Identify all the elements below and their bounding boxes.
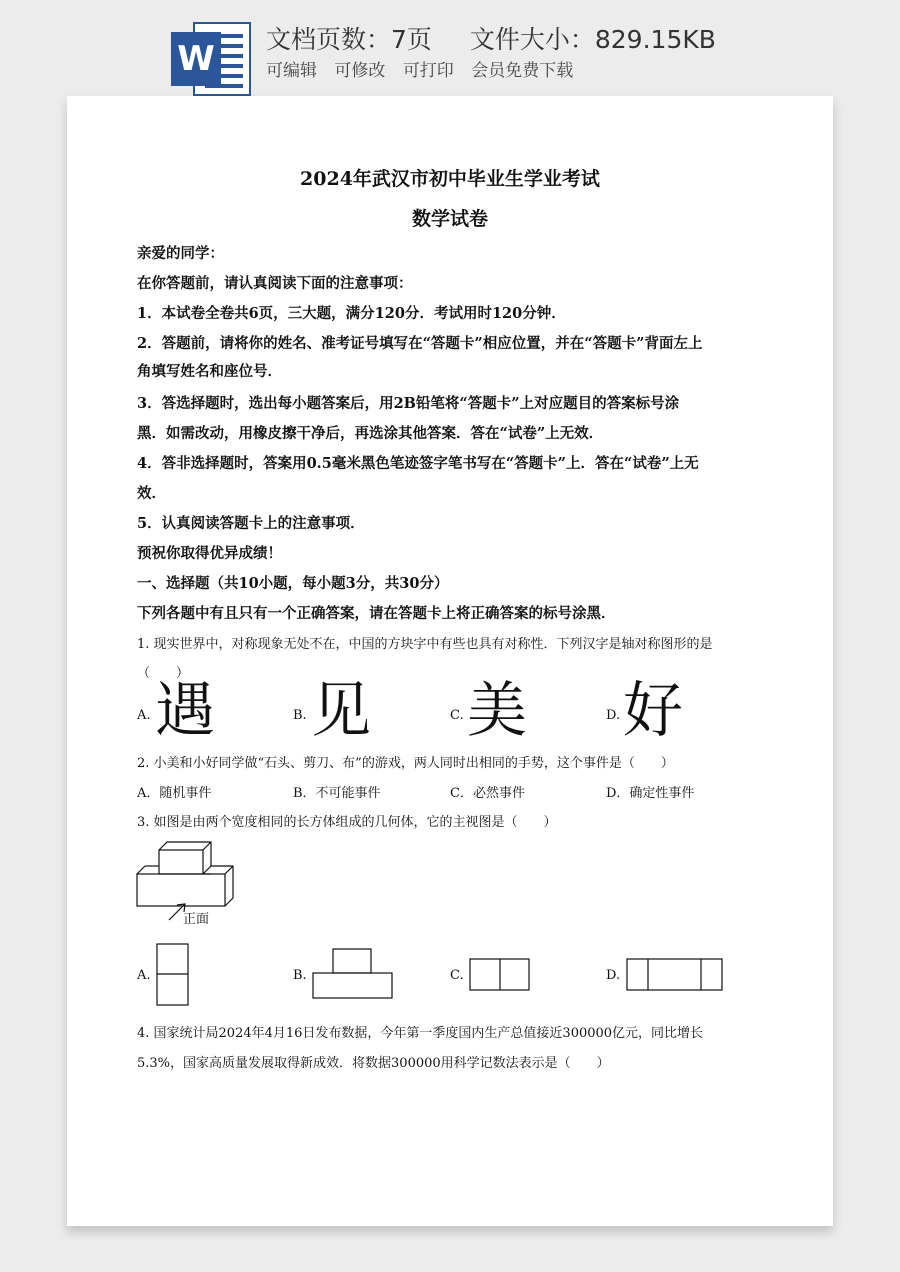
question-4-text: 4. 国家统计局2024年4月16日发布数据，今年第一季度国内生产总值接近300000亿元，同比增长	[137, 1026, 704, 1041]
word-icon-letter: W	[171, 32, 221, 86]
word-doc-icon	[171, 22, 251, 96]
notice-2-line2: 角填写姓名和座位号．	[137, 363, 282, 380]
feature-modifiable: 可修改	[334, 61, 386, 81]
feature-printable: 可打印	[402, 61, 454, 81]
question-1-bracket: （ ）	[137, 666, 190, 681]
section-1-instruction: 下列各题中有且只有一个正确答案，请在答题卡上将正确答案的标号涂黑．	[137, 605, 616, 622]
page-count: 文档页数：7页	[266, 25, 432, 54]
notice-4-line2: 效．	[137, 485, 166, 502]
question-3-text: 3. 如图是由两个宽度相同的长方体组成的几何体，它的主视图是（ ）	[137, 815, 557, 830]
q3-option-d-label: D.	[606, 968, 621, 983]
section-1-heading: 一、选择题（共10小题，每小题3分，共30分）	[137, 575, 449, 592]
question-4-text-line2: 5.3%，国家高质量发展取得新成效．将数据300000用科学记数法表示是（ ）	[137, 1056, 610, 1071]
feature-editable: 可编辑	[266, 61, 317, 81]
q1-option-a-label: A.	[137, 708, 151, 723]
notice-3-line1: 3．答选择题时，选出每小题答案后，用2B铅笔将“答题卡”上对应题目的答案标号涂	[137, 395, 680, 412]
notice-intro: 在你答题前，请认真阅读下面的注意事项：	[137, 275, 413, 292]
q1-option-a-char: 遇	[155, 676, 215, 746]
question-1-text: 1. 现实世界中，对称现象无处不在，中国的方块字中有些也具有对称性．下列汉字是轴对称图形的是	[137, 637, 713, 652]
notice-1: 1．本试卷全卷共6页，三大题，满分120分．考试用时120分钟．	[137, 305, 566, 322]
wish-line: 预祝你取得优异成绩！	[137, 545, 282, 562]
q3-front-label: 正面	[183, 912, 210, 927]
q3-option-c-label: C.	[450, 968, 464, 983]
notice-5: 5．认真阅读答题卡上的注意事项．	[137, 515, 365, 532]
question-2-text: 2. 小美和小好同学做“石头、剪刀、布”的游戏，两人同时出相同的手势，这个事件是（ ）	[137, 756, 674, 771]
document-page	[67, 96, 833, 1226]
q1-option-b-char: 见	[311, 676, 371, 746]
q3-option-a-label: A.	[137, 968, 151, 983]
exam-title: 2024年武汉市初中毕业生学业考试	[300, 168, 600, 190]
q1-option-c-label: C.	[450, 708, 464, 723]
file-size: 文件大小：829.15KB	[469, 25, 716, 54]
q1-option-d-label: D.	[606, 708, 621, 723]
q2-option-a: A．随机事件	[137, 786, 212, 801]
q2-option-c: C．必然事件	[450, 786, 525, 801]
notice-4-line1: 4．答非选择题时，答案用0.5毫米黑色笔迹签字笔书写在“答题卡”上．答在“试卷”上无	[137, 455, 699, 472]
q3-option-b-label: B.	[293, 968, 307, 983]
greeting: 亲爱的同学：	[137, 245, 224, 262]
notice-3-line2: 黑．如需改动，用橡皮擦干净后，再选涂其他答案．答在“试卷”上无效．	[137, 425, 604, 442]
q2-option-b: B．不可能事件	[293, 786, 381, 801]
q1-option-c-char: 美	[467, 676, 527, 746]
exam-subject: 数学试卷	[411, 208, 488, 230]
q3-option-c-figure	[469, 958, 531, 992]
feature-member-download: 会员免费下载	[471, 61, 574, 81]
q1-option-d-char: 好	[623, 676, 683, 746]
notice-2-line1: 2．答题前，请将你的姓名、准考证号填写在“答题卡”相应位置，并在“答题卡”背面左上	[137, 335, 703, 352]
q1-option-b-label: B.	[293, 708, 307, 723]
q3-option-a-figure	[156, 943, 190, 1007]
q2-option-d: D．确定性事件	[606, 786, 695, 801]
q3-option-d-figure	[626, 958, 724, 992]
q3-option-b-figure	[312, 948, 394, 1000]
file-info-header	[0, 0, 900, 96]
